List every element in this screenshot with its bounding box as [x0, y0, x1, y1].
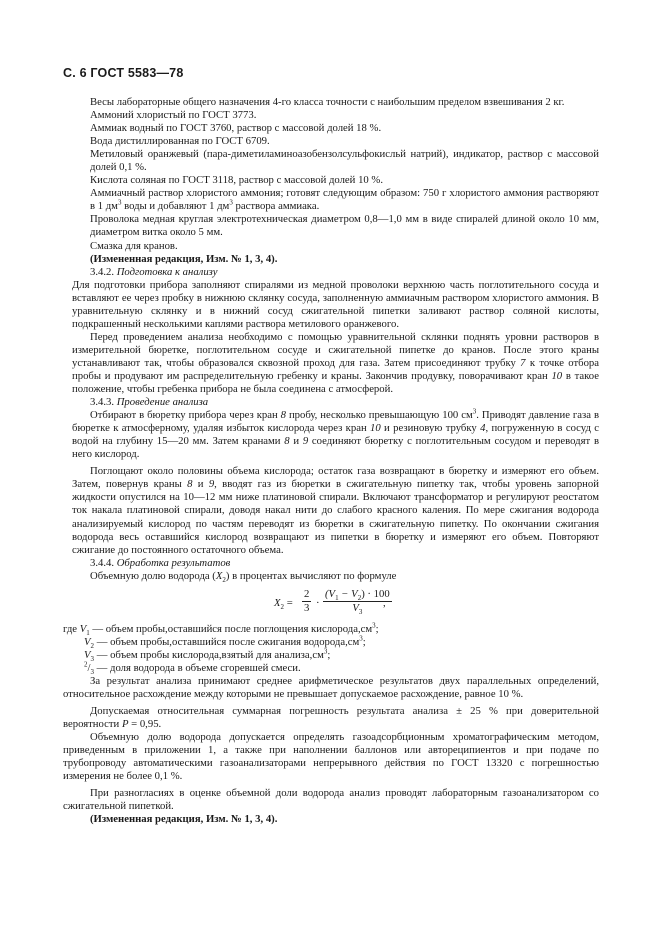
- paragraph: Метиловый оранжевый (пара-диметиламиноазобензолсульфокисльй натрий), индикатор, раствор с массовой долей 0,1 %.: [90, 148, 599, 174]
- paragraph: Перед проведением анализа необходимо с помощью уравнительной склянки поднять уровни растворов в измерительной бюретке, поглотительном сосуде и сжигательной пипетке до кранов. После этого краны устанавливают так, чтобы образовался сквозной проход для газа. Затем присоединяют трубку 7 к точке отбора пробы и продувают им распределительную гребенку и краны. Закончив продувку, поворачивают кран 10 в такое положение, чтобы гребенка прибора не была соединена с атмосферой.: [72, 330, 600, 396]
- definition-v3: $V_3$ — объем пробы кислорода,взятый для $анализа,см^3$;: [84, 647, 331, 663]
- paragraph: Объемную долю водорода $(X_2)$ в процентах вычисляют по формуле: [90, 569, 397, 584]
- formula-definitions: [63, 623, 599, 675]
- paragraph: Весы лабораторные общего назначения 4-го класса точности с наибольшим пределом взвешивания 2 кг.: [90, 96, 565, 108]
- paragraph: За результат анализа принимают среднее арифметическое результатов двух параллельных определений, относительное расхождение между которыми не превышает допускаемое расхождение, равное 10 %.: [63, 674, 599, 700]
- section-heading: 3.4.4. Обработка результатов: [90, 556, 231, 569]
- definition-two-thirds: $^2/_3$ — доля водорода в объеме сгоревшей смеси.: [84, 660, 301, 677]
- revision-note: (Измененная редакция, Изм. № 1, 3, 4).: [90, 813, 278, 826]
- paragraph: Допускаемая относительная суммарная погрешность результата анализа ± 25 % при доверительной вероятности P = 0,95.: [63, 705, 599, 731]
- formula-lhs: $X_2$ =: [274, 596, 293, 611]
- paragraph: При разногласиях в оценке объемной доли водорода анализ проводят лабораторным газоанализатором со сжигательной пипеткой.: [63, 787, 599, 813]
- page-header: С. 6 ГОСТ 5583—78: [63, 66, 184, 80]
- formula-comma: ,: [383, 596, 386, 609]
- paragraph: Поглощают около половины объема кислорода; остаток газа возвращают в бюретку и измеряют его объем. Затем, повернув краны 8 и 9, вводят газ из бюретки в сжигательную пипетку так, чтобы уровень запорной жидкости опустился на 10—12 мм ниже платиновой спирали. Включают трансформатор и регулируют реостатом ток накала платиновой спирали, доводя накал нити до слабого красного каления. По мере сжигания водорода анализируемый кислород по частям переводят из бюретки в сжигательную пипетку. По окончании сжигания водорода весь оставшийся кислород возвращают из пипетки в бюретку и измеряют его объем. Повторяют сжигание до постоянного остаточного объема.: [72, 465, 599, 556]
- formula: [90, 585, 599, 621]
- revision-note: (Измененная редакция, Изм. № 1, 3, 4).: [90, 252, 278, 265]
- definition-v2: $V_2$ — объем пробы,оставшийся после сжигания $водорода,см^3$;: [84, 634, 366, 650]
- document-body: [63, 96, 600, 826]
- section-heading: 3.4.3. Проведение анализа: [90, 396, 209, 409]
- fraction-two-thirds: $\frac{2}{3}$: [304, 587, 310, 614]
- paragraph: Объемную долю водорода допускается определять газоадсорбционным хроматографическим методом, приведенным в приложении 1, а также при наполнении баллонов или автореципиентов и при подаче по трубопроводу автоматическими газоанализаторами непрерывного действия по ГОСТ 13320 с погрешностью измерения не более 0,1 %.: [63, 731, 599, 783]
- fraction-main: $\frac{(V_1 - V_2) \cdot 100}{V_3}$: [325, 587, 390, 616]
- paragraph: Проволока медная круглая электротехническая диаметром 0,8—1,0 мм в виде спиралей длиной около 10 мм, диаметром витка около 5 мм.: [90, 213, 599, 239]
- section-heading: 3.4.2. Подготовка к анализу: [90, 265, 218, 278]
- definition-v1: где $V_1$ — объем пробы,оставшийся после поглощения $кислорода,см^3$;: [63, 621, 379, 637]
- formula-dot: ·: [316, 596, 320, 609]
- paragraph: Аммиачный раствор хлористого аммония; готовят следующим образом: 750 г хлористого аммония растворяют в 1 $дм^3$ воды и добавляют 1 $дм^3$ раствора аммиака.: [90, 187, 599, 213]
- paragraph: Кислота соляная по ГОСТ 3118, раствор с массовой долей 10 %.: [90, 174, 384, 187]
- paragraph: Для подготовки прибора заполняют спиралями из медной проволоки верхнюю часть поглотительного сосуда и вставляют ее через пробку в нижнюю склянку сосуда, заполненную аммиачным раствором хлористого аммония. В уравнительную склянку и в нижний сосуд сжигательной пипетки заливают раствор соляной кислоты, подкрашенный несколькими каплями раствора метилового оранжевого.: [72, 278, 599, 330]
- paragraph: Аммиак водный по ГОСТ 3760, раствор с массовой долей 18 %.: [90, 122, 382, 135]
- paragraph: Вода дистиллированная по ГОСТ 6709.: [90, 135, 270, 148]
- paragraph: Отбирают в бюретку прибора через кран 8 пробу, несколько превышающую 100 $см^3$. Приводят давление газа в бюретке к атмосферному, удаляя избыток кислорода через кран 10 и резиновую трубку 4, погруженную в сосуд с водой на глубину 15—20 мм. Затем кранами 8 и 9 соединяют бюретку с поглотительным сосудом и переводят в него кислород.: [72, 407, 599, 461]
- paragraph: Аммоний хлористый по ГОСТ 3773.: [90, 109, 257, 122]
- paragraph: Смазка для кранов.: [90, 239, 178, 252]
